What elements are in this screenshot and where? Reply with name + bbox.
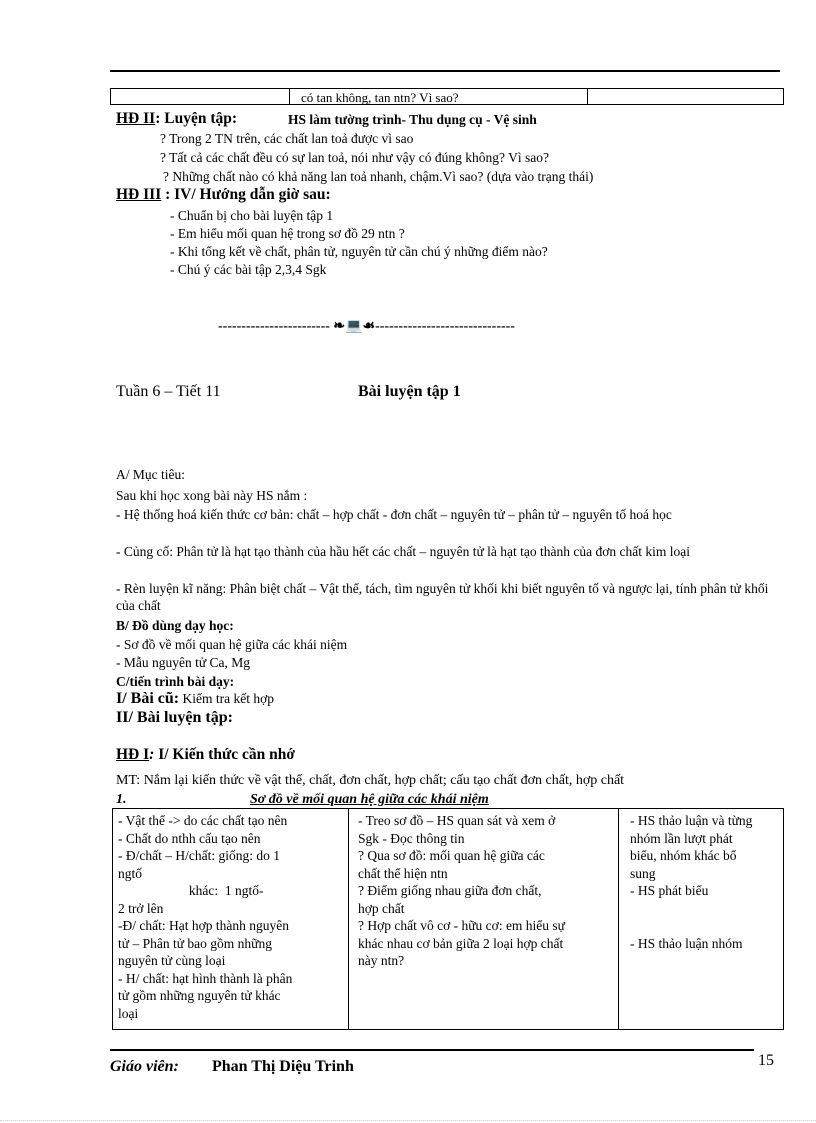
- old-lesson: [116, 690, 274, 708]
- header-rule: [110, 70, 780, 72]
- hd1-title: I/ Kiến thức cần nhớ: [154, 746, 295, 763]
- lesson-week: Tuần 6 – Tiết 11: [116, 383, 221, 400]
- hd3-title: : IV/ Hướng dẫn giờ sau:: [161, 186, 331, 203]
- hd2-line-1: ? Trong 2 TN trên, các chất lan toả được vì sao: [160, 131, 414, 146]
- top-table-text: có tan không, tan ntn? Vì sao?: [301, 90, 459, 105]
- hd3-label: HĐ III: [116, 186, 162, 203]
- footer-teacher-label: Giáo viên:: [110, 1058, 179, 1075]
- section-separator: ------------------------ ❧💻☙------------------------------: [218, 319, 515, 334]
- page-number: 15: [758, 1052, 774, 1069]
- footer-rule: [110, 1049, 754, 1051]
- material-item-1: - Sơ đồ về mối quan hệ giữa các khái niệm: [116, 637, 348, 652]
- materials-heading: B/ Đồ dùng dạy học:: [116, 618, 234, 633]
- hd2-heading: [116, 110, 237, 128]
- hd2-label: HĐ II: [116, 110, 156, 127]
- hd3-line-2: - Em hiểu mối quan hệ trong sơ đồ 29 ntn ?: [170, 226, 405, 241]
- material-item-2: - Mẫu nguyên tử Ca, Mg: [116, 655, 251, 670]
- diagram-number: 1.: [116, 792, 127, 807]
- hd2-side-note: HS làm tường trình- Thu dụng cụ - Vệ sinh: [288, 112, 537, 127]
- hd1-heading: HĐ I: I/ Kiến thức cần nhớ: [116, 746, 295, 763]
- lesson-title: Bài luyện tập 1: [358, 383, 461, 400]
- old-lesson-label: I/ Bài cũ:: [116, 690, 180, 707]
- objective-item-1: - Hệ thống hoá kiến thức cơ bản: chất – hợp chất - đơn chất – nguyên tử – phân tử – nguyên tố hoá học: [116, 507, 672, 522]
- process-heading: C/tiến trình bài dạy:: [116, 674, 235, 689]
- objectives-intro: Sau khi học xong bài này HS nắm :: [116, 488, 308, 503]
- hd1-goal: MT: Nắm lại kiến thức về vật thể, chất, đơn chất, hợp chất; cấu tạo chất đơn chất, hợp chất: [116, 773, 625, 788]
- objective-item-2: - Củng cố: Phân tử là hạt tạo thành của hầu hết các chất – nguyên tử là hạt tạo thành của đơn chất kim loại: [116, 544, 690, 559]
- table-col-teacher-content: - Vật thể -> do các chất tạo nên - Chất do nthh cấu tạo nên - Đ/chất – H/chất: giống: do 1 ngtố khác: 1 ngtố- 2 trở lên -Đ/ chất: Hạt hợp thành nguyên tử – Phân tử bao gồm những nguyên tử cùng loại - H/ chất: hạt hình thành là phân tử gồm những nguyên tử khác loại: [118, 813, 293, 1021]
- diagram-title: Sơ đồ về mối quan hệ giữa các khái niệm: [250, 792, 489, 807]
- table-col-teacher-activity: - Treo sơ đồ – HS quan sát và xem ở Sgk - Đọc thông tin ? Qua sơ đồ: mối quan hệ giữa các chất thể hiện ntn ? Điểm giống nhau giữa đơn chất, hợp chất ? Hợp chất vô cơ - hữu cơ: em hiểu sự khác nhau cơ bản giữa 2 loại hợp chất này ntn?: [358, 813, 565, 968]
- hd3-heading: [116, 186, 331, 204]
- hd2-line-3: ? Những chất nào có khả năng lan toả nhanh, chậm.Vì sao? (dựa vào trạng thái): [163, 169, 594, 184]
- top-table-fragment: [110, 88, 784, 105]
- hd3-line-4: - Chú ý các bài tập 2,3,4 Sgk: [170, 262, 327, 277]
- hd2-line-2: ? Tất cả các chất đều có sự lan toả, nói như vậy có đúng không? Vì sao?: [160, 150, 550, 165]
- objective-item-3: - Rèn luyện kĩ năng: Phân biệt chất – Vật thể, tách, tìm nguyên tử khối khi biết nguyên tố và ngược lại, tính phân tử khối của chất: [116, 581, 769, 613]
- objectives-heading: A/ Mục tiêu:: [116, 467, 185, 482]
- footer-teacher-name: Phan Thị Diệu Trinh: [212, 1058, 354, 1075]
- page-edge: [0, 1120, 816, 1121]
- hd1-label: HĐ I: [116, 746, 150, 763]
- old-lesson-text: Kiểm tra kết hợp: [179, 691, 274, 706]
- hd3-line-3: - Khi tổng kết về chất, phân tử, nguyên tử cần chú ý những điểm nào?: [170, 244, 548, 259]
- hd2-title: : Luyện tập:: [155, 110, 238, 127]
- activity-table: [112, 808, 784, 1030]
- hd3-line-1: - Chuẩn bị cho bài luyện tập 1: [170, 208, 334, 223]
- table-col-student-activity: - HS thảo luận và từng nhóm lần lượt phát biểu, nhóm khác bổ sung - HS phát biểu - HS thảo luận nhóm: [630, 813, 753, 951]
- practice-heading: II/ Bài luyện tập:: [116, 709, 233, 726]
